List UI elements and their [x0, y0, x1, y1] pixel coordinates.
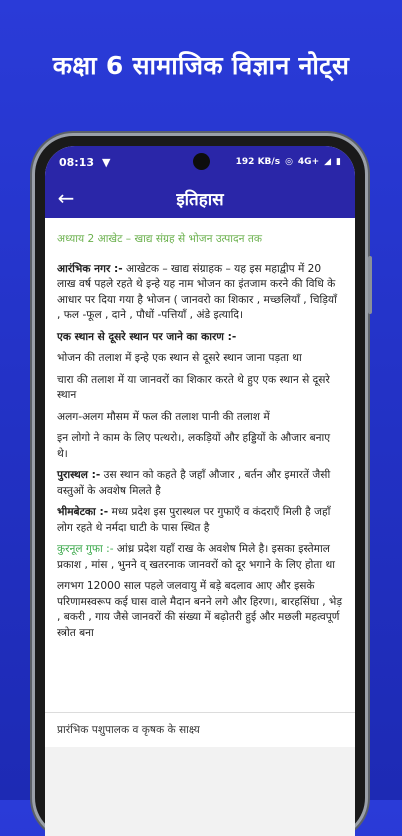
- phone-frame: [35, 136, 365, 836]
- status-time: 08:13: [59, 155, 95, 169]
- arrow-left-icon: ←: [57, 186, 75, 210]
- paragraph-7: [57, 468, 343, 499]
- front-camera: [193, 153, 210, 170]
- next-topic-item[interactable]: प्रारंभिक पशुपालक व कृषक के साक्ष्य: [45, 712, 355, 747]
- paragraph-text: उस स्थान को कहते है जहाँ औजार , बर्तन और इमारतें जैसी वस्तुओं के अवशेष मिलते है: [57, 469, 331, 497]
- chapter-title: अध्याय 2 आखेट – खाद्य संग्रह से भोजन उत्पादन तक: [57, 233, 263, 245]
- promo-headline: कक्षा 6 सामाजिक विज्ञान नोट्स: [52, 51, 350, 80]
- paragraph-10: लगभग 12000 साल पहले जलवायु में बड़े बदलाव आए और इसके परिणामस्वरूप कई घास वाले मैदान बनने लगे और हिरण।, बारहसिंघा , भेड़ , बकरी , गाय जैसे जानवरों की संख्या में बढ़ोतरी हुई और मछली महत्वपूर्ण स्त्रोत बना: [57, 580, 343, 639]
- heading-early-cities: आरंभिक नगर :-: [57, 262, 123, 275]
- paragraph-9: [57, 542, 343, 573]
- heading-archaeological-site: पुरास्थल :-: [57, 469, 101, 481]
- page-title: इतिहास: [176, 189, 224, 210]
- network-type: 4G+: [297, 157, 320, 167]
- notes-content[interactable]: [45, 218, 355, 708]
- signal-icon: ◢: [324, 157, 332, 167]
- status-bar: [45, 146, 355, 178]
- net-speed: 192 KB/s: [235, 157, 281, 167]
- heading-migration-reason: एक स्थान से दूसरे स्थान पर जाने का कारण :-: [57, 330, 237, 343]
- paragraph-4: चारा की तलाश में या जानवरों का शिकार करते थे हुए एक स्थान से दूसरे स्थान: [57, 373, 330, 401]
- battery-icon: ▮: [336, 157, 341, 167]
- phone-side-button: [368, 256, 372, 314]
- vpn-icon: ▼: [102, 155, 111, 169]
- paragraph-text: आखेटक – खाद्य संग्राहक – यह इस महाद्वीप में 20 लाख वर्ष पहले रहते थे इन्हे यह नाम भोजन का इंतजाम करने की विधि के आधार पर दिया गया है भोजन ( जानवरो का शिकार , मच्छलियाँ , चिड़ियाँ , फल -फूल , दाने , पौधों -पत्तियाँ , अंडे इत्यादि।: [57, 262, 337, 321]
- heading-kurnool-cave: कुरनूल गुफा :-: [57, 543, 114, 555]
- paragraph-6: इन लोगो ने काम के लिए पत्थरो।, लकड़ियों और हड्डियों के औजार बनाए थे।: [57, 432, 331, 460]
- paragraph-3: भोजन की तलाश में इन्हे एक स्थान से दूसरे स्थान जाना पड़ता था: [57, 352, 302, 364]
- app-bar: [45, 178, 355, 218]
- bottom-blank-area: [45, 747, 355, 836]
- paragraph-text: मध्य प्रदेश इस पुरास्थल पर गुफाएँ व कंदराएँ मिली है जहाँ लोग रहते थे नर्मदा घाटी के पास स्थित है: [57, 506, 331, 534]
- paragraph-1: [57, 262, 343, 324]
- phone-screen: [45, 146, 355, 836]
- paragraph-5: अलग-अलग मौसम में फल की तलाश पानी की तलाश में: [57, 410, 270, 423]
- paragraph-text: आंध्र प्रदेश यहाँ राख के अवशेष मिले है। इसका इस्तेमाल प्रकाश , मांस , भुनने व् खतरनाक जानवरों को दूर भगाने के लिए होता था: [57, 543, 336, 571]
- paragraph-8: [57, 505, 343, 536]
- back-button[interactable]: [53, 185, 79, 211]
- heading-bhimbetka: भीमबेटका :-: [57, 506, 109, 518]
- hotspot-icon: ◎: [285, 157, 293, 167]
